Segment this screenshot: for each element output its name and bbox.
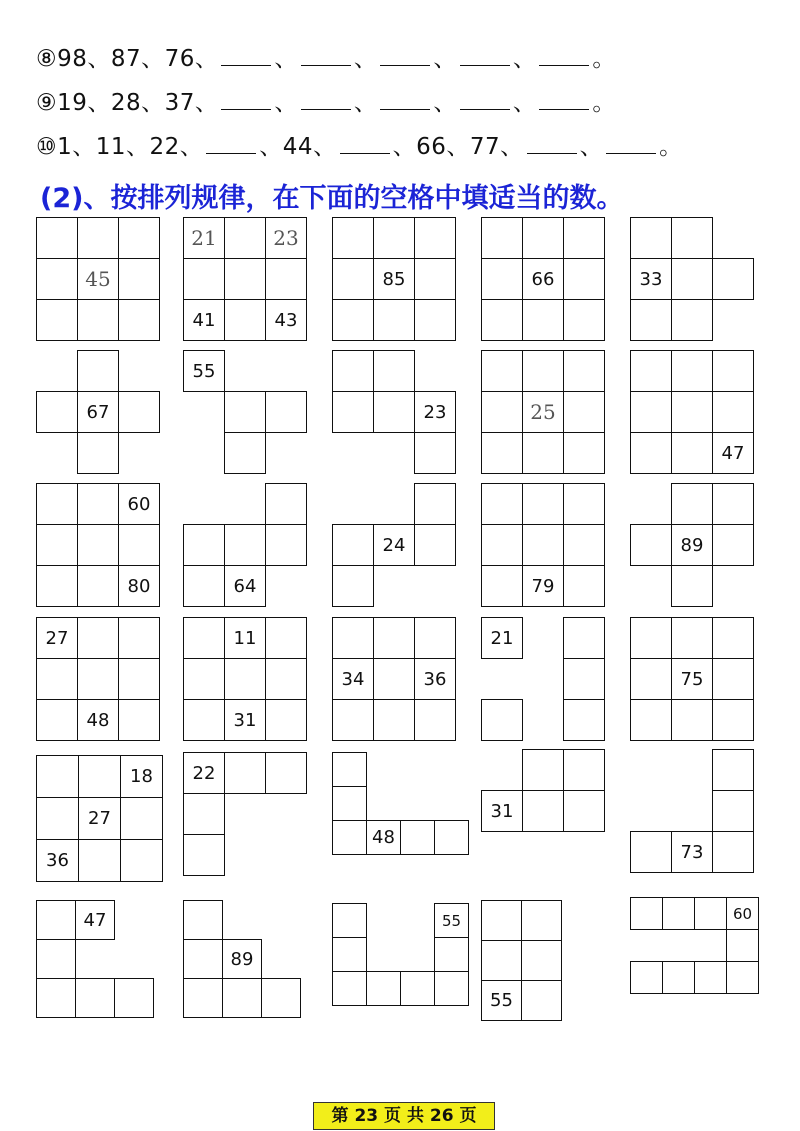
empty-answer-cell[interactable] (671, 432, 713, 474)
empty-answer-cell[interactable] (712, 658, 754, 700)
given-number-cell: 48 (366, 820, 401, 855)
sequence-9-text: ⑨19、28、37、 (36, 90, 219, 116)
empty-answer-cell[interactable] (563, 658, 605, 700)
empty-answer-cell[interactable] (118, 699, 160, 741)
empty-answer-cell[interactable] (671, 565, 713, 607)
given-number-cell: 47 (712, 432, 754, 474)
given-number-cell: 75 (671, 658, 713, 700)
empty-answer-cell[interactable] (481, 940, 522, 981)
empty-answer-cell[interactable] (36, 978, 76, 1018)
empty-answer-cell[interactable] (224, 752, 266, 794)
empty-answer-cell[interactable] (522, 790, 564, 832)
given-number-cell: 22 (183, 752, 225, 794)
empty-answer-cell[interactable] (77, 565, 119, 607)
given-number-cell: 67 (77, 391, 119, 433)
given-number-cell: 18 (120, 755, 163, 798)
empty-answer-cell[interactable] (36, 755, 79, 798)
empty-answer-cell[interactable] (712, 749, 754, 791)
empty-answer-cell[interactable] (481, 350, 523, 392)
given-number-cell: 34 (332, 658, 374, 700)
given-number-cell: 43 (265, 299, 307, 341)
empty-answer-cell[interactable] (224, 432, 266, 474)
empty-answer-cell[interactable] (36, 391, 78, 433)
answer-blank[interactable] (606, 133, 656, 154)
empty-answer-cell[interactable] (414, 483, 456, 525)
empty-answer-cell[interactable] (332, 350, 374, 392)
empty-answer-cell[interactable] (481, 391, 523, 433)
empty-answer-cell[interactable] (332, 299, 374, 341)
empty-answer-cell[interactable] (36, 299, 78, 341)
sequence-10-text: 。 (659, 134, 683, 160)
empty-answer-cell[interactable] (36, 900, 76, 940)
empty-answer-cell[interactable] (521, 980, 562, 1021)
empty-answer-cell[interactable] (630, 658, 672, 700)
given-number-cell: 31 (224, 699, 266, 741)
empty-answer-cell[interactable] (36, 217, 78, 259)
empty-answer-cell[interactable] (481, 258, 523, 300)
empty-answer-cell[interactable] (332, 391, 374, 433)
sequence-9: ⑨19、28、37、 、 、 、 、 。 (36, 90, 616, 116)
empty-answer-cell[interactable] (118, 617, 160, 659)
empty-answer-cell[interactable] (630, 831, 672, 873)
empty-answer-cell[interactable] (332, 971, 367, 1006)
given-number-cell: 60 (726, 897, 759, 930)
given-number-cell: 60 (118, 483, 160, 525)
empty-answer-cell[interactable] (332, 699, 374, 741)
empty-answer-cell[interactable] (414, 432, 456, 474)
empty-answer-cell[interactable] (712, 483, 754, 525)
empty-answer-cell[interactable] (712, 790, 754, 832)
empty-answer-cell[interactable] (373, 350, 415, 392)
empty-answer-cell[interactable] (183, 793, 225, 835)
empty-answer-cell[interactable] (434, 820, 469, 855)
empty-answer-cell[interactable] (261, 978, 301, 1018)
empty-answer-cell[interactable] (522, 217, 564, 259)
sequence-10-text: 、 (579, 134, 604, 160)
empty-answer-cell[interactable] (224, 217, 266, 259)
empty-answer-cell[interactable] (118, 299, 160, 341)
section-heading: (2)、按排列规律，在下面的空格中填适当的数。 (40, 183, 624, 214)
empty-answer-cell[interactable] (332, 258, 374, 300)
given-number-cell: 73 (671, 831, 713, 873)
empty-answer-cell[interactable] (481, 900, 522, 941)
empty-answer-cell[interactable] (183, 699, 225, 741)
given-number-cell: 21 (183, 217, 225, 259)
given-number-cell: 79 (522, 565, 564, 607)
empty-answer-cell[interactable] (183, 524, 225, 566)
empty-answer-cell[interactable] (118, 217, 160, 259)
answer-blank[interactable] (206, 133, 256, 154)
given-number-cell: 25 (522, 391, 564, 433)
given-number-cell: 27 (78, 797, 121, 840)
empty-answer-cell[interactable] (77, 299, 119, 341)
empty-answer-cell[interactable] (481, 699, 523, 741)
empty-answer-cell[interactable] (332, 820, 367, 855)
answer-blank[interactable] (340, 133, 390, 154)
empty-answer-cell[interactable] (36, 565, 78, 607)
sequence-8: ⑧98、87、76、 、 、 、 、 。 (36, 46, 616, 72)
given-number-cell: 11 (224, 617, 266, 659)
empty-answer-cell[interactable] (373, 658, 415, 700)
empty-answer-cell[interactable] (183, 900, 223, 940)
empty-answer-cell[interactable] (77, 217, 119, 259)
empty-answer-cell[interactable] (120, 797, 163, 840)
empty-answer-cell[interactable] (183, 658, 225, 700)
empty-answer-cell[interactable] (414, 299, 456, 341)
empty-answer-cell[interactable] (563, 617, 605, 659)
answer-blank[interactable] (460, 45, 510, 66)
given-number-cell: 85 (373, 258, 415, 300)
empty-answer-cell[interactable] (332, 903, 367, 938)
empty-answer-cell[interactable] (563, 565, 605, 607)
empty-answer-cell[interactable] (563, 483, 605, 525)
sequence-10 (36, 132, 683, 162)
empty-answer-cell[interactable] (36, 524, 78, 566)
answer-blank[interactable] (539, 89, 589, 110)
empty-answer-cell[interactable] (183, 834, 225, 876)
empty-answer-cell[interactable] (481, 299, 523, 341)
answer-blank[interactable] (221, 89, 271, 110)
empty-answer-cell[interactable] (224, 299, 266, 341)
empty-answer-cell[interactable] (75, 978, 115, 1018)
empty-answer-cell[interactable] (712, 831, 754, 873)
answer-blank[interactable] (380, 45, 430, 66)
empty-answer-cell[interactable] (400, 971, 435, 1006)
empty-answer-cell[interactable] (563, 524, 605, 566)
empty-answer-cell[interactable] (36, 258, 78, 300)
empty-answer-cell[interactable] (36, 483, 78, 525)
empty-answer-cell[interactable] (630, 299, 672, 341)
empty-answer-cell[interactable] (373, 217, 415, 259)
empty-answer-cell[interactable] (265, 524, 307, 566)
empty-answer-cell[interactable] (332, 752, 367, 787)
sequence-10-text: 、44、 (259, 134, 337, 160)
empty-answer-cell[interactable] (522, 749, 564, 791)
empty-answer-cell[interactable] (712, 350, 754, 392)
empty-answer-cell[interactable] (77, 350, 119, 392)
empty-answer-cell[interactable] (671, 391, 713, 433)
given-number-cell: 24 (373, 524, 415, 566)
answer-blank[interactable] (539, 45, 589, 66)
empty-answer-cell[interactable] (78, 755, 121, 798)
empty-answer-cell[interactable] (630, 524, 672, 566)
empty-answer-cell[interactable] (434, 971, 469, 1006)
empty-answer-cell[interactable] (265, 699, 307, 741)
empty-answer-cell[interactable] (712, 258, 754, 300)
empty-answer-cell[interactable] (481, 483, 523, 525)
empty-answer-cell[interactable] (332, 937, 367, 972)
page-footer: 第 23 页 共 26 页 (313, 1102, 495, 1130)
empty-answer-cell[interactable] (414, 217, 456, 259)
empty-answer-cell[interactable] (563, 432, 605, 474)
given-number-cell: 23 (414, 391, 456, 433)
empty-answer-cell[interactable] (183, 978, 223, 1018)
given-number-cell: 36 (36, 839, 79, 882)
empty-answer-cell[interactable] (522, 299, 564, 341)
answer-blank[interactable] (460, 89, 510, 110)
empty-answer-cell[interactable] (224, 258, 266, 300)
answer-blank[interactable] (380, 89, 430, 110)
empty-answer-cell[interactable] (183, 617, 225, 659)
given-number-cell: 33 (630, 258, 672, 300)
empty-answer-cell[interactable] (78, 839, 121, 882)
given-number-cell: 89 (671, 524, 713, 566)
empty-answer-cell[interactable] (118, 391, 160, 433)
empty-answer-cell[interactable] (265, 391, 307, 433)
answer-blank[interactable] (221, 45, 271, 66)
empty-answer-cell[interactable] (224, 658, 266, 700)
empty-answer-cell[interactable] (630, 617, 672, 659)
given-number-cell: 27 (36, 617, 78, 659)
empty-answer-cell[interactable] (118, 658, 160, 700)
empty-answer-cell[interactable] (481, 432, 523, 474)
empty-answer-cell[interactable] (265, 658, 307, 700)
empty-answer-cell[interactable] (36, 939, 76, 979)
empty-answer-cell[interactable] (332, 217, 374, 259)
empty-answer-cell[interactable] (630, 350, 672, 392)
empty-answer-cell[interactable] (521, 940, 562, 981)
empty-answer-cell[interactable] (481, 565, 523, 607)
empty-answer-cell[interactable] (265, 752, 307, 794)
answer-blank[interactable] (301, 45, 351, 66)
empty-answer-cell[interactable] (183, 939, 223, 979)
empty-answer-cell[interactable] (671, 617, 713, 659)
empty-answer-cell[interactable] (671, 258, 713, 300)
empty-answer-cell[interactable] (224, 391, 266, 433)
empty-answer-cell[interactable] (120, 839, 163, 882)
empty-answer-cell[interactable] (712, 524, 754, 566)
empty-answer-cell[interactable] (712, 699, 754, 741)
given-number-cell: 47 (75, 900, 115, 940)
empty-answer-cell[interactable] (118, 258, 160, 300)
empty-answer-cell[interactable] (265, 258, 307, 300)
empty-answer-cell[interactable] (563, 350, 605, 392)
empty-answer-cell[interactable] (77, 617, 119, 659)
given-number-cell: 89 (222, 939, 262, 979)
empty-answer-cell[interactable] (222, 978, 262, 1018)
empty-answer-cell[interactable] (563, 258, 605, 300)
empty-answer-cell[interactable] (414, 617, 456, 659)
empty-answer-cell[interactable] (118, 524, 160, 566)
empty-answer-cell[interactable] (77, 432, 119, 474)
empty-answer-cell[interactable] (36, 797, 79, 840)
empty-answer-cell[interactable] (414, 699, 456, 741)
empty-answer-cell[interactable] (373, 299, 415, 341)
given-number-cell: 66 (522, 258, 564, 300)
sequence-8-text: ⑧98、87、76、 (36, 46, 219, 72)
empty-answer-cell[interactable] (563, 391, 605, 433)
given-number-cell: 31 (481, 790, 523, 832)
empty-answer-cell[interactable] (522, 350, 564, 392)
empty-answer-cell[interactable] (712, 391, 754, 433)
empty-answer-cell[interactable] (563, 790, 605, 832)
given-number-cell: 64 (224, 565, 266, 607)
empty-answer-cell[interactable] (414, 258, 456, 300)
given-number-cell: 23 (265, 217, 307, 259)
given-number-cell: 41 (183, 299, 225, 341)
empty-answer-cell[interactable] (332, 617, 374, 659)
answer-blank[interactable] (527, 133, 577, 154)
empty-answer-cell[interactable] (630, 897, 663, 930)
empty-answer-cell[interactable] (630, 391, 672, 433)
given-number-cell: 36 (414, 658, 456, 700)
empty-answer-cell[interactable] (726, 929, 759, 962)
given-number-cell: 55 (434, 903, 469, 938)
empty-answer-cell[interactable] (563, 299, 605, 341)
empty-answer-cell[interactable] (563, 699, 605, 741)
empty-answer-cell[interactable] (183, 258, 225, 300)
empty-answer-cell[interactable] (726, 961, 759, 994)
given-number-cell: 45 (77, 258, 119, 300)
empty-answer-cell[interactable] (373, 699, 415, 741)
empty-answer-cell[interactable] (671, 350, 713, 392)
empty-answer-cell[interactable] (77, 524, 119, 566)
empty-answer-cell[interactable] (183, 565, 225, 607)
empty-answer-cell[interactable] (366, 971, 401, 1006)
empty-answer-cell[interactable] (114, 978, 154, 1018)
empty-answer-cell[interactable] (265, 617, 307, 659)
empty-answer-cell[interactable] (630, 961, 663, 994)
empty-answer-cell[interactable] (481, 524, 523, 566)
empty-answer-cell[interactable] (563, 217, 605, 259)
empty-answer-cell[interactable] (671, 699, 713, 741)
empty-answer-cell[interactable] (662, 897, 695, 930)
empty-answer-cell[interactable] (694, 897, 727, 930)
sequence-10-text: 、66、77、 (392, 134, 524, 160)
answer-blank[interactable] (301, 89, 351, 110)
empty-answer-cell[interactable] (332, 524, 374, 566)
empty-answer-cell[interactable] (224, 524, 266, 566)
given-number-cell: 21 (481, 617, 523, 659)
empty-answer-cell[interactable] (662, 961, 695, 994)
empty-answer-cell[interactable] (522, 524, 564, 566)
empty-answer-cell[interactable] (630, 217, 672, 259)
empty-answer-cell[interactable] (671, 483, 713, 525)
empty-answer-cell[interactable] (630, 432, 672, 474)
empty-answer-cell[interactable] (414, 524, 456, 566)
empty-answer-cell[interactable] (36, 699, 78, 741)
empty-answer-cell[interactable] (400, 820, 435, 855)
empty-answer-cell[interactable] (522, 483, 564, 525)
empty-answer-cell[interactable] (332, 565, 374, 607)
given-number-cell: 48 (77, 699, 119, 741)
empty-answer-cell[interactable] (265, 483, 307, 525)
empty-answer-cell[interactable] (712, 617, 754, 659)
empty-answer-cell[interactable] (77, 658, 119, 700)
sequence-10-text: ⑩1、11、22、 (36, 134, 204, 160)
empty-answer-cell[interactable] (373, 617, 415, 659)
given-number-cell: 80 (118, 565, 160, 607)
empty-answer-cell[interactable] (373, 391, 415, 433)
given-number-cell: 55 (183, 350, 225, 392)
empty-answer-cell[interactable] (77, 483, 119, 525)
empty-answer-cell[interactable] (671, 217, 713, 259)
empty-answer-cell[interactable] (671, 299, 713, 341)
empty-answer-cell[interactable] (694, 961, 727, 994)
empty-answer-cell[interactable] (630, 699, 672, 741)
given-number-cell: 55 (481, 980, 522, 1021)
empty-answer-cell[interactable] (481, 217, 523, 259)
empty-answer-cell[interactable] (434, 937, 469, 972)
empty-answer-cell[interactable] (332, 786, 367, 821)
empty-answer-cell[interactable] (521, 900, 562, 941)
empty-answer-cell[interactable] (522, 432, 564, 474)
empty-answer-cell[interactable] (36, 658, 78, 700)
empty-answer-cell[interactable] (563, 749, 605, 791)
